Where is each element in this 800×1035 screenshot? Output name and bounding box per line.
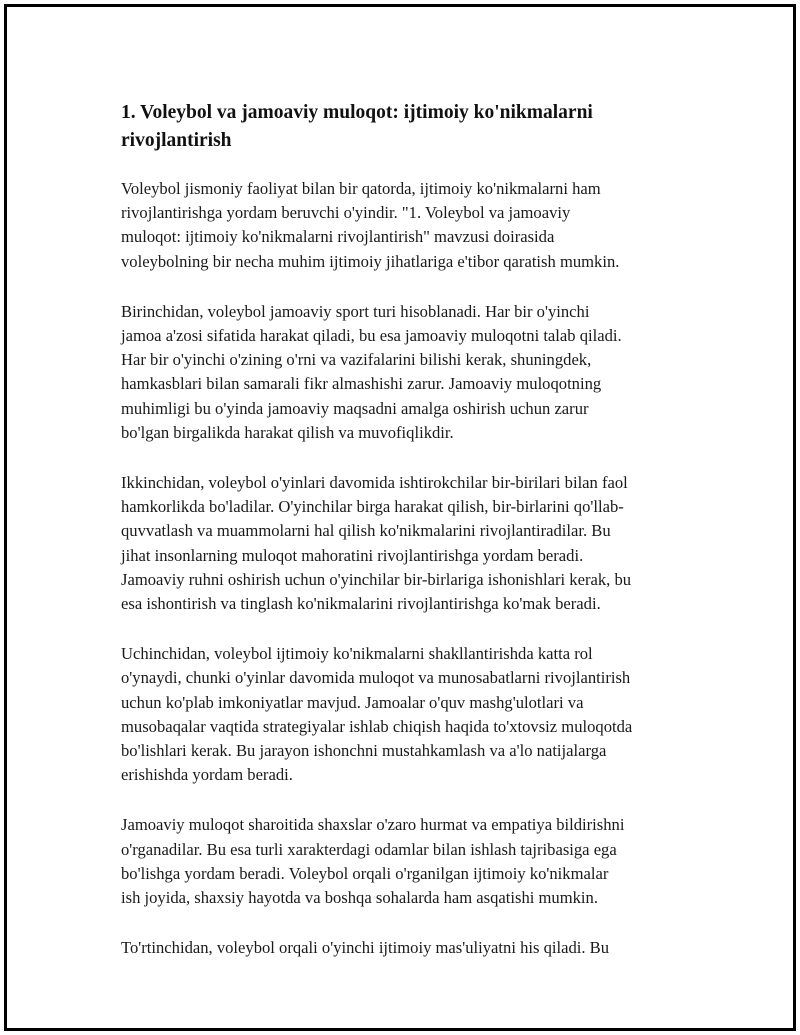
paragraph-third-point: Uchinchidan, voleybol ijtimoiy ko'nikmalarni shakllantirishda katta rol o'ynaydi, chunki o'yinlar davomida muloqot va munosabatlarni rivojlantirish uchun ko'plab imkoniyatlar mavjud. Jamoalar o'quv mashg'ulotlari va musobaqalar vaqtida strategiyalar ishlab chiqish haqida to'xtovsiz muloqotda bo'lishlari kerak. Bu jarayon ishonchni mustahkamlash va a'lo natijalarga erishishda yordam beradi. <box>121 644 633 785</box>
document-title: 1. Voleybol va jamoaviy muloqot: ijtimoiy ko'nikmalarni rivojlantirish <box>121 102 593 151</box>
paragraph-mutual-respect: Jamoaviy muloqot sharoitida shaxslar o'zaro hurmat va empatiya bildirishni o'rganadilar. Bu esa turli xarakterdagi odamlar bilan ishlash tajribasiga ega bo'lishga yordam beradi. Voleybol orqali o'rganilgan ijtimoiy ko'nikmalar ish joyida, shaxsiy hayotda va boshqa sohalarda ham asqatishi mumkin. <box>121 815 625 908</box>
paragraph-first-point: Birinchidan, voleybol jamoaviy sport turi hisoblanadi. Har bir o'yinchi jamoa a'zosi sifatida harakat qiladi, bu esa jamoaviy muloqotni talab qiladi. Har bir o'yinchi o'zining o'rni va vazifalarini bilishi kerak, shuningdek, hamkasblari bilan samarali fikr almashishi zarur. Jamoaviy muloqotning muhimligi bu o'yinda jamoaviy maqsadni amalga oshirish uchun zarur bo'lgan birgalikda harakat qilish va muvofiqlikdir. <box>121 301 622 442</box>
paragraph-intro: Voleybol jismoniy faoliyat bilan bir qatorda, ijtimoiy ko'nikmalarni ham rivojlantirishga yordam beruvchi o'yindir. "1. Voleybol va jamoaviy muloqot: ijtimoiy ko'nikmalarni rivojlantirish" mavzusi doirasida voleybolning bir necha muhim ijtimoiy jihatlariga e'tibor qaratish mumkin. <box>121 179 620 271</box>
paragraph-fourth-point: To'rtinchidan, voleybol orqali o'yinchi ijtimoiy mas'uliyatni his qiladi. Bu <box>121 938 610 958</box>
paragraph-second-point: Ikkinchidan, voleybol o'yinlari davomida ishtirokchilar bir-birilari bilan faol hamkorlikda bo'ladilar. O'yinchilar birga harakat qilish, bir-birlarini qo'llab- quvvatlash va muammolarni hal qilish ko'nikmalarini rivojlantiradilar. Bu jihat insonlarning muloqot mahoratini rivojlantirishga yordam beradi. Jamoaviy ruhni oshirish uchun o'yinchilar bir-birlariga ishonishlari kerak, bu esa ishontirish va tinglash ko'nikmalarini rivojlantirishga ko'mak beradi. <box>121 473 632 614</box>
document-page <box>4 4 796 1031</box>
document-body <box>121 99 701 986</box>
